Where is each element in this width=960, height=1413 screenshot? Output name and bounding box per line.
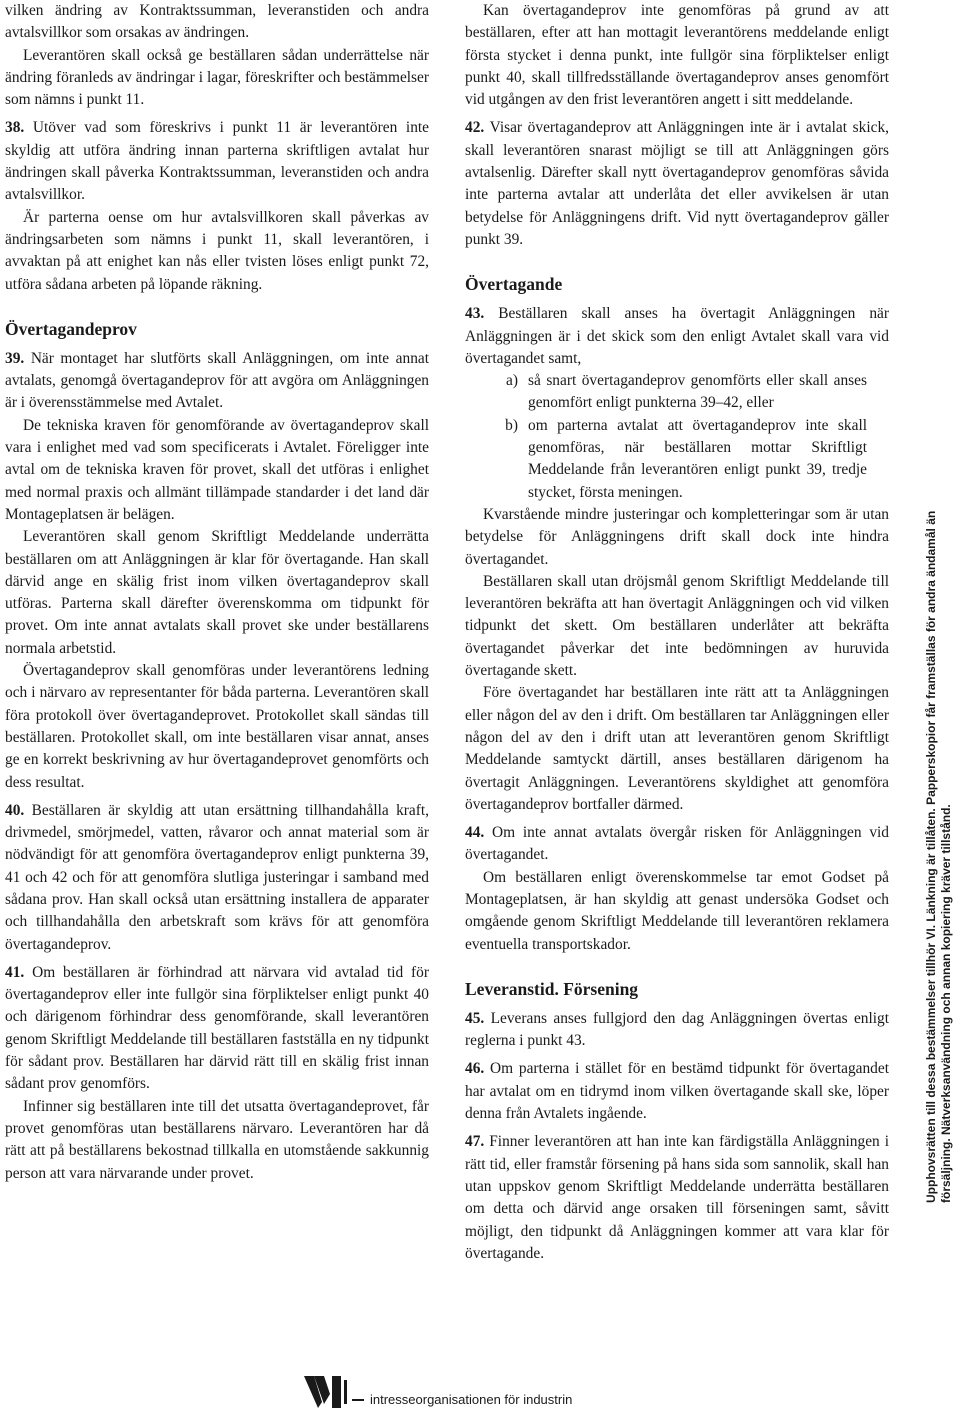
list-item bbox=[465, 415, 889, 504]
clause-43 bbox=[465, 303, 889, 370]
clause-number: 41. bbox=[5, 963, 25, 981]
footer-organization: intresseorganisationen för industrin bbox=[370, 1392, 573, 1407]
list-marker: a) bbox=[506, 372, 518, 390]
clause-text: Om beställaren är förhindrad att närvara vid avtalad tid för övertagandeprov eller inte fullgör sina förpliktelser enligt punkt 40 och därigenom förhindrar dess genomförande, skall leverantören genom Skriftligt Meddelande till beställaren fastställa en ny tidpunkt för sådant prov. Beställaren har därvid rätt till en skälig frist innan sådant prov genomförs. bbox=[5, 963, 430, 1093]
clause-text: Visar övertagandeprov att Anläggningen inte är i avtalat skick, skall leverantören snarast möjligt se till att Anläggningen görs avtalsenlig. Därefter skall nytt övertagandeprov genomföras såvida inte parterna avtalar att underlåta det eller avvikelsen är utan betydelse för Anläggningens drift. Vid nytt övertagandeprov gäller punkt 39. bbox=[465, 119, 889, 248]
clause-number: 47. bbox=[465, 1133, 485, 1151]
clause-39-c: Leverantören skall genom Skriftligt Meddelande underrätta beställaren om att Anläggningen är klar för övertagande. Han skall därvid ange en skälig frist inom vilken övertagandeprov skall utföras. Parterna skall därefter överenskomma om tidpunkt för provet. Om inte annat avtalats skall provet ske under beställarens normala arbetstid. bbox=[5, 528, 429, 657]
right-column bbox=[465, 0, 889, 1265]
footer-rule bbox=[352, 1399, 364, 1401]
clause-38-b: Är parterna oense om hur avtalsvillkoren skall påverkas av ändringsarbeten som nämns i punkt 11, skall leverantören, i avvaktan på att enighet kan nås eller tvisten löses enligt punkt 72, utföra sådana arbeten på löpande räkning. bbox=[5, 208, 429, 293]
list-item bbox=[465, 370, 889, 415]
clause-number: 39. bbox=[5, 349, 25, 367]
clause-number: 40. bbox=[5, 801, 25, 819]
clause-number: 38. bbox=[5, 119, 25, 137]
clause-text: Beställaren är skyldig att utan ersättning tillhandahålla kraft, drivmedel, smörjmedel, vatten, råvaror och annat material som är nödvändigt för att genomföra övertagandeprov enligt punkterna 39, 41 och 42 och för att genomföra slutliga justeringar i samband med sådana prov. Han skall också utan ersättning installera de apparater och tillhandahålla den arbetskraft som krävs för att genomföra övertagandeprov. bbox=[5, 801, 429, 953]
clause-text: Finner leverantören att han inte kan färdigställa Anläggningen i rätt tid, eller framstår försening på hans sida som sannolik, skall han utan uppskov genom Skriftligt Meddelande underrätta beställaren om detta och därvid ange orsaken till förseningen samt, såvitt möjligt, den tidpunkt då Anläggningen kommer att vara klar för övertagande. bbox=[465, 1133, 889, 1262]
list-item-text: så snart övertagandeprov genomförts eller skall anses genomfört enligt punkterna 39–42, eller bbox=[528, 372, 867, 412]
paragraph-continued: Kan övertagandeprov inte genomföras på grund av att beställaren, efter att han mottagit leverantörens meddelande enligt första stycket i denna punkt, inte fullgör sina förpliktelser enligt punkt 40, skall tillfredsställande övertagandeprov anses genomfört vid utgången av den frist leverantören angett i sitt meddelande. bbox=[465, 2, 889, 109]
section-heading-overtagandeprov: Övertagandeprov bbox=[5, 318, 137, 339]
list-item-text: om parterna avtalat att övertagandeprov inte skall genomföras, när beställaren mottar Skriftligt Meddelande från leverantören enligt punkt 39, tredje stycket, första meningen. bbox=[528, 416, 867, 501]
clause-42 bbox=[465, 117, 889, 251]
clause-number: 42. bbox=[465, 119, 485, 137]
section-heading-leveranstid: Leveranstid. Försening bbox=[465, 978, 639, 999]
clause-text: Leverans anses fullgjord den dag Anläggningen övertas enligt reglerna i punkt 43. bbox=[465, 1009, 889, 1050]
clause-39 bbox=[5, 348, 429, 415]
clause-text: Om inte annat avtalats övergår risken för Anläggningen vid övertagandet. bbox=[465, 824, 889, 864]
paragraph-continued: vilken ändring av Kontraktssumman, leveranstiden och andra avtalsvillkor som orsakas av ändringen. bbox=[5, 2, 429, 42]
paragraph-leverantoren: Leverantören skall också ge beställaren sådan underrättelse när ändring föranleds av ändringar i lagar, föreskrifter och bestämmelser som nämns i punkt 11. bbox=[5, 46, 429, 109]
clause-41 bbox=[5, 962, 429, 1096]
list-marker: b) bbox=[505, 416, 518, 434]
clause-43-b: Kvarstående mindre justeringar och kompletteringar som är utan betydelse för Anläggningens drift skall dock inte hindra övertagandet. bbox=[465, 505, 889, 568]
clause-47 bbox=[465, 1131, 889, 1265]
clause-number: 45. bbox=[465, 1009, 485, 1027]
clause-39-b: De tekniska kraven för genomförande av övertagandeprov skall vara i enlighet med vad som specificerats i Avtalet. Föreligger inte avtal om de tekniska kraven för provet, skall det utföras i enlighet med normal praxis och allmänt tillämpade standarder i det land där Montageplatsen är belägen. bbox=[5, 416, 429, 523]
footer bbox=[300, 1372, 700, 1412]
copyright-notice: Upphovsrätten till dessa bestämmelser tillhör VI. Länkning är tillåten. Papperskopior får framställas för andra ändamål än försäljning. Nätverksanvändning och annan kopiering kräver tillstånd. bbox=[924, 510, 953, 1203]
clause-number: 46. bbox=[465, 1060, 485, 1078]
clause-number: 44. bbox=[465, 824, 485, 842]
clause-43-d: Före övertagandet har beställaren inte rätt att ta Anläggningen eller någon del av den i drift. Om beställaren tar Anläggningen eller någon del av den i drift utan att leverantören genom Skriftligt Meddelande samtyckt därtill, anses beställaren därigenom ha övertagit Anläggningen. Leverantörens skyldighet att genomföra övertagandeprov bortfaller därmed. bbox=[465, 684, 889, 813]
clause-text: Utöver vad som föreskrivs i punkt 11 är leverantören inte skyldig att utföra ändring innan parterna skriftligen avtalat hur ändringen skall påverka Kontraktssumman, leveranstiden och andra avtalsvillkor. bbox=[5, 119, 429, 204]
clause-38 bbox=[5, 117, 429, 206]
clause-39-d: Övertagandeprov skall genomföras under leverantörens ledning och i närvaro av representanter för båda parterna. Leverantören skall föra protokoll över övertagandeprovet. Protokollet skall sändas till beställaren. Protokollet skall, om inte beställaren visar annat, anses ge en korrekt beskrivning av hur övertagandeprovet genomförts och dess resultat. bbox=[5, 662, 429, 791]
clause-41-b: Infinner sig beställaren inte till det utsatta övertagandeprovet, får provet genomföras utan beställarens närvaro. Leverantören har då rätt att på beställarens bekostnad tillkalla en utomstående sakkunnig person att vara närvarande under provet. bbox=[5, 1097, 429, 1182]
clause-43-list bbox=[465, 370, 889, 504]
clause-44 bbox=[465, 822, 889, 867]
clause-46 bbox=[465, 1058, 889, 1125]
clause-text: Om parterna i stället för en bestämd tidpunkt för övertagandet har avtalat om en tidrymd inom vilken övertagande skall ske, löper denna från Avtalets ingående. bbox=[465, 1060, 889, 1123]
clause-45 bbox=[465, 1008, 889, 1053]
clause-40 bbox=[5, 800, 429, 956]
clause-text: När montaget har slutförts skall Anläggningen, om inte annat avtalats, genomgå övertagandeprov för att avgöra om Anläggningen är i överensstämmelse med Avtalet. bbox=[5, 349, 429, 412]
left-column bbox=[5, 0, 429, 1185]
clause-44-b: Om beställaren enligt överenskommelse tar emot Godset på Montageplatsen, är han skyldig att genast undersöka Godset och omgående genom Skriftligt Meddelande till leverantören reklamera eventuella transportskador. bbox=[465, 868, 889, 953]
section-heading-overtagande: Övertagande bbox=[465, 274, 563, 295]
clause-text: Beställaren skall anses ha övertagit Anläggningen när Anläggningen är i det skick som den enligt Avtalet skall vara vid övertagandet samt, bbox=[465, 305, 889, 367]
clause-number: 43. bbox=[465, 305, 485, 323]
vi-logo-icon bbox=[300, 1372, 352, 1412]
clause-43-c: Beställaren skall utan dröjsmål genom Skriftligt Meddelande till leverantören bekräfta att han övertagit Anläggningen och vid vilken tidpunkt det skett. Om beställaren underlåter att bekräfta övertagandet påverkar det inte bedömningen av huruvida övertagande skett. bbox=[465, 572, 889, 680]
copyright-sidebar bbox=[918, 0, 960, 1413]
